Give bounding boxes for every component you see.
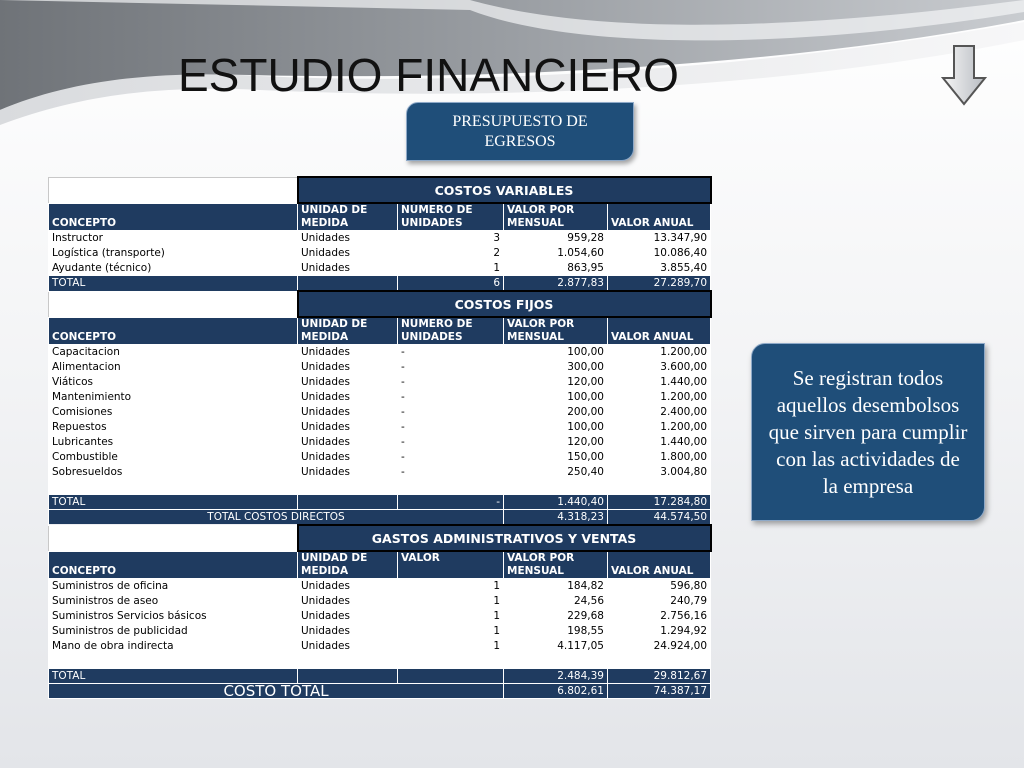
- cell: -: [398, 435, 504, 450]
- cell: -: [398, 375, 504, 390]
- column-header: UNIDAD DE MEDIDA: [298, 203, 398, 231]
- column-header: CONCEPTO: [49, 203, 298, 231]
- cell: Unidades: [298, 261, 398, 276]
- table-row: [49, 246, 711, 261]
- cell: 1.200,00: [608, 420, 711, 435]
- cell: Logística (transporte): [49, 246, 298, 261]
- page-title: ESTUDIO FINANCIERO: [178, 49, 679, 101]
- cell: 863,95: [504, 261, 608, 276]
- note-box: [751, 343, 985, 521]
- empty-row: [49, 654, 711, 669]
- table-row: [49, 624, 711, 639]
- total-annual: 29.812,67: [608, 669, 711, 684]
- cell: Unidades: [298, 639, 398, 654]
- cell: 3: [398, 231, 504, 246]
- total-label: TOTAL: [49, 669, 298, 684]
- grand-total-annual: 74.387,17: [608, 684, 711, 699]
- cell: Mano de obra indirecta: [49, 639, 298, 654]
- down-arrow-icon[interactable]: [940, 44, 988, 106]
- column-header: VALOR ANUAL: [608, 203, 711, 231]
- cell: 3.600,00: [608, 360, 711, 375]
- column-header: CONCEPTO: [49, 551, 298, 579]
- total-units: -: [398, 495, 504, 510]
- section-title: GASTOS ADMINISTRATIVOS Y VENTAS: [298, 525, 711, 551]
- cell: 100,00: [504, 390, 608, 405]
- header-row: [49, 551, 711, 579]
- total-monthly: 2.484,39: [504, 669, 608, 684]
- cell: Lubricantes: [49, 435, 298, 450]
- table-row: [49, 405, 711, 420]
- table-row: [49, 594, 711, 609]
- cell: Unidades: [298, 435, 398, 450]
- cell: -: [398, 420, 504, 435]
- cell: Unidades: [298, 579, 398, 594]
- cell: Unidades: [298, 375, 398, 390]
- cell: Unidades: [298, 390, 398, 405]
- cell: Unidades: [298, 594, 398, 609]
- cell: -: [398, 465, 504, 480]
- cell: 4.117,05: [504, 639, 608, 654]
- section-title: COSTOS FIJOS: [298, 291, 711, 317]
- table-row: [49, 420, 711, 435]
- cell: 1: [398, 624, 504, 639]
- cell: 1.294,92: [608, 624, 711, 639]
- grand-total-label: COSTO TOTAL: [49, 684, 504, 699]
- direct-costs-monthly: 4.318,23: [504, 510, 608, 526]
- cell: Unidades: [298, 465, 398, 480]
- note-text: Se registran todos aquellos desembolsos que sirven para cumplir con las actividades de la empresa: [768, 365, 968, 498]
- column-header: CONCEPTO: [49, 317, 298, 345]
- subtitle-text: PRESUPUESTO DE EGRESOS: [452, 112, 588, 150]
- table-row: [49, 639, 711, 654]
- total-label: TOTAL: [49, 495, 298, 510]
- cell: Combustible: [49, 450, 298, 465]
- direct-costs-total-row: [49, 510, 711, 526]
- cell: -: [398, 405, 504, 420]
- cell: -: [398, 390, 504, 405]
- cell: 24,56: [504, 594, 608, 609]
- cell: Alimentacion: [49, 360, 298, 375]
- cell: Unidades: [298, 450, 398, 465]
- cell: Unidades: [298, 360, 398, 375]
- cell: 2.400,00: [608, 405, 711, 420]
- cell: 1.440,00: [608, 435, 711, 450]
- cell: Mantenimiento: [49, 390, 298, 405]
- column-header: NÚMERO DE UNIDADES: [398, 317, 504, 345]
- cell: 198,55: [504, 624, 608, 639]
- cell: 200,00: [504, 405, 608, 420]
- column-header: VALOR POR MENSUAL: [504, 203, 608, 231]
- cell: 250,40: [504, 465, 608, 480]
- cell: Suministros Servicios básicos: [49, 609, 298, 624]
- cell: 100,00: [504, 345, 608, 360]
- cell: 1: [398, 261, 504, 276]
- total-annual: 27.289,70: [608, 276, 711, 292]
- cell: 1.200,00: [608, 345, 711, 360]
- cell: 120,00: [504, 435, 608, 450]
- cell: Instructor: [49, 231, 298, 246]
- cell: Unidades: [298, 624, 398, 639]
- column-header: NÚMERO DE UNIDADES: [398, 203, 504, 231]
- table-row: [49, 450, 711, 465]
- table-row: [49, 609, 711, 624]
- column-header: VALOR POR MENSUAL: [504, 317, 608, 345]
- cell: -: [398, 450, 504, 465]
- cell: 10.086,40: [608, 246, 711, 261]
- grand-total-row: [49, 684, 711, 699]
- table-row: [49, 261, 711, 276]
- header-row: [49, 203, 711, 231]
- cell: Comisiones: [49, 405, 298, 420]
- total-row: [49, 495, 711, 510]
- cell: Capacitacion: [49, 345, 298, 360]
- cell: 100,00: [504, 420, 608, 435]
- cell: 3.855,40: [608, 261, 711, 276]
- direct-costs-annual: 44.574,50: [608, 510, 711, 526]
- cell: -: [398, 360, 504, 375]
- total-monthly: 1.440,40: [504, 495, 608, 510]
- cell: Unidades: [298, 345, 398, 360]
- cell: 2.756,16: [608, 609, 711, 624]
- cell: Unidades: [298, 420, 398, 435]
- empty-row: [49, 480, 711, 495]
- cell: Ayudante (técnico): [49, 261, 298, 276]
- cell: Suministros de aseo: [49, 594, 298, 609]
- cell: 184,82: [504, 579, 608, 594]
- cell: 120,00: [504, 375, 608, 390]
- grand-total-monthly: 6.802,61: [504, 684, 608, 699]
- total-label: TOTAL: [49, 276, 298, 292]
- column-header: UNIDAD DE MEDIDA: [298, 317, 398, 345]
- cell: 240,79: [608, 594, 711, 609]
- cell: 3.004,80: [608, 465, 711, 480]
- section-title-row: [49, 291, 711, 317]
- cell: Unidades: [298, 246, 398, 261]
- table-row: [49, 375, 711, 390]
- cell: 1: [398, 609, 504, 624]
- expense-budget-table: [48, 176, 712, 699]
- column-header: UNIDAD DE MEDIDA: [298, 551, 398, 579]
- cell: 1.200,00: [608, 390, 711, 405]
- cell: 1: [398, 639, 504, 654]
- column-header: VALOR ANUAL: [608, 317, 711, 345]
- cell: Unidades: [298, 231, 398, 246]
- cell: 1: [398, 579, 504, 594]
- total-monthly: 2.877,83: [504, 276, 608, 292]
- section-title: COSTOS VARIABLES: [298, 177, 711, 203]
- cell: 150,00: [504, 450, 608, 465]
- cell: 596,80: [608, 579, 711, 594]
- cell: Repuestos: [49, 420, 298, 435]
- cell: Viáticos: [49, 375, 298, 390]
- cell: Suministros de oficina: [49, 579, 298, 594]
- cell: Unidades: [298, 609, 398, 624]
- cell: 2: [398, 246, 504, 261]
- cell: Sobresueldos: [49, 465, 298, 480]
- section-title-row: [49, 177, 711, 203]
- header-row: [49, 317, 711, 345]
- column-header: VALOR: [398, 551, 504, 579]
- section-title-row: [49, 525, 711, 551]
- cell: 959,28: [504, 231, 608, 246]
- cell: 1.054,60: [504, 246, 608, 261]
- cell: -: [398, 345, 504, 360]
- table-row: [49, 345, 711, 360]
- table-row: [49, 390, 711, 405]
- cell: Unidades: [298, 405, 398, 420]
- cell: 1.440,00: [608, 375, 711, 390]
- direct-costs-total-label: TOTAL COSTOS DIRECTOS: [49, 510, 504, 526]
- subtitle-box: [406, 102, 634, 161]
- cell: 1.800,00: [608, 450, 711, 465]
- cell: 229,68: [504, 609, 608, 624]
- cell: 13.347,90: [608, 231, 711, 246]
- table-row: [49, 435, 711, 450]
- cell: 24.924,00: [608, 639, 711, 654]
- total-units: 6: [398, 276, 504, 292]
- total-annual: 17.284,80: [608, 495, 711, 510]
- column-header: VALOR POR MENSUAL: [504, 551, 608, 579]
- cell: Suministros de publicidad: [49, 624, 298, 639]
- total-row: [49, 669, 711, 684]
- table-row: [49, 465, 711, 480]
- cell: 1: [398, 594, 504, 609]
- cell: 300,00: [504, 360, 608, 375]
- table-row: [49, 579, 711, 594]
- total-row: [49, 276, 711, 292]
- column-header: VALOR ANUAL: [608, 551, 711, 579]
- table-row: [49, 360, 711, 375]
- table-row: [49, 231, 711, 246]
